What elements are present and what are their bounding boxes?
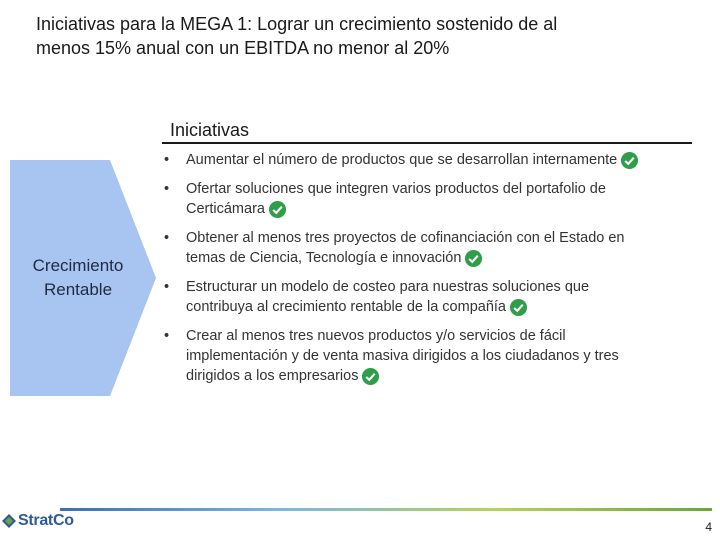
chevron-label-line-2: Rentable: [43, 280, 113, 299]
logo-text: StratCo: [18, 512, 74, 529]
list-item: [164, 277, 699, 317]
initiative-line-2: Certicámara: [186, 201, 265, 217]
list-item: [164, 326, 699, 386]
initiative-line-1: Estructurar un modelo de costeo para nuestras soluciones que: [186, 279, 590, 295]
diamond-logo-icon: [2, 514, 16, 528]
initiative-line-1: Ofertar soluciones que integren varios productos del portafolio de: [186, 181, 606, 197]
bullet-dot: •: [164, 279, 170, 295]
list-item: [164, 179, 699, 219]
bullet-dot: •: [164, 181, 170, 197]
initiative-line-1: Obtener al menos tres proyectos de cofinanciación con el Estado en: [186, 230, 625, 246]
initiative-line-2: implementación y de venta masiva dirigidos a los ciudadanos y tres: [186, 348, 619, 364]
title-line-1: Iniciativas para la MEGA 1: Lograr un crecimiento sostenido de al: [36, 14, 558, 34]
initiative-line-2: contribuya al crecimiento rentable de la compañía: [186, 299, 506, 315]
bullet-dot: •: [164, 230, 170, 246]
title-line-2: menos 15% anual con un EBITDA no menor al 20%: [36, 38, 450, 58]
check-icon: [620, 151, 639, 170]
chevron-label: [12, 254, 144, 302]
check-icon: [509, 298, 528, 317]
list-item: [164, 150, 699, 170]
section-header-label: Iniciativas: [170, 120, 250, 140]
check-icon: [268, 200, 287, 219]
list-item: [164, 228, 699, 268]
initiative-line-2: temas de Ciencia, Tecnología e innovación: [186, 250, 462, 266]
footer-divider: [60, 508, 712, 511]
slide-title: [36, 12, 696, 60]
chevron-label-line-1: Crecimiento: [32, 256, 124, 275]
initiative-text: Aumentar el número de productos que se desarrollan internamente: [186, 152, 618, 168]
section-header: [162, 120, 692, 144]
initiative-line-3: dirigidos a los empresarios: [186, 368, 359, 384]
bullet-dot: •: [164, 152, 170, 168]
page-number: 4: [705, 520, 712, 534]
initiative-line-1: Crear al menos tres nuevos productos y/o servicios de fácil: [186, 328, 566, 344]
bullet-dot: •: [164, 328, 170, 344]
company-logo: [2, 512, 74, 530]
check-icon: [361, 367, 380, 386]
initiatives-list: [164, 150, 699, 395]
check-icon: [464, 249, 483, 268]
